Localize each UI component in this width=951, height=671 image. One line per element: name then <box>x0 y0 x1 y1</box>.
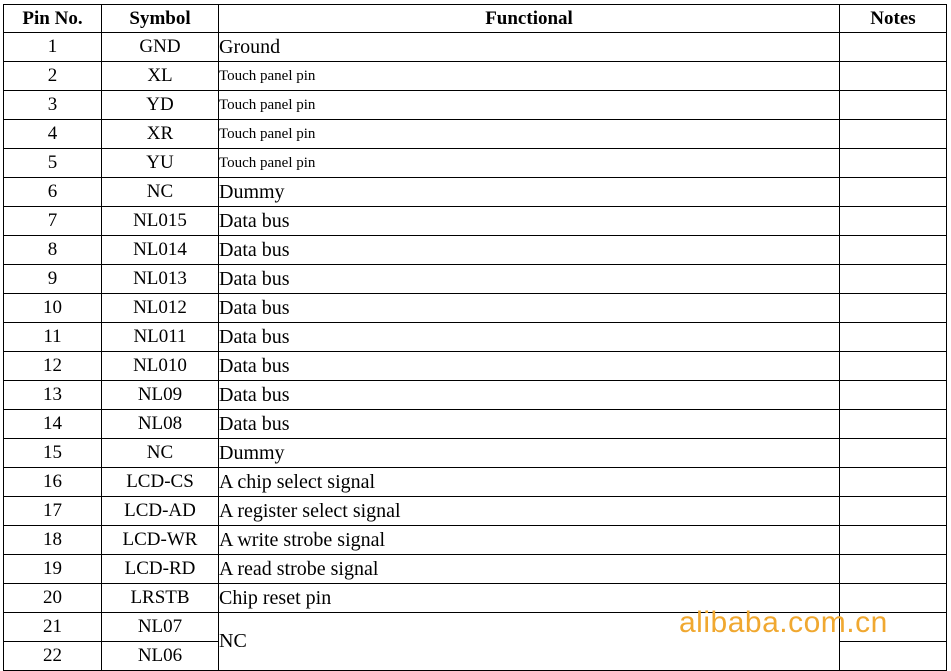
notes-cell <box>840 265 947 294</box>
symbol-cell: NL013 <box>102 265 219 294</box>
symbol-cell: YU <box>102 149 219 178</box>
pin-number-cell: 19 <box>4 555 102 584</box>
table-row <box>4 149 947 178</box>
symbol-cell: NL010 <box>102 352 219 381</box>
table-row <box>4 497 947 526</box>
table-row <box>4 62 947 91</box>
pin-number-cell: 12 <box>4 352 102 381</box>
notes-cell <box>840 468 947 497</box>
pin-table-container <box>3 4 947 671</box>
functional-cell: Data bus <box>219 294 840 323</box>
pin-number-cell: 9 <box>4 265 102 294</box>
symbol-cell: NL015 <box>102 207 219 236</box>
pin-number-cell: 7 <box>4 207 102 236</box>
symbol-cell: LRSTB <box>102 584 219 613</box>
header-functional: Functional <box>219 5 840 33</box>
symbol-cell: NL07 <box>102 613 219 642</box>
notes-cell <box>840 439 947 468</box>
pin-number-cell: 10 <box>4 294 102 323</box>
notes-cell <box>840 207 947 236</box>
functional-cell: Ground <box>219 33 840 62</box>
pin-number-cell: 13 <box>4 381 102 410</box>
notes-cell <box>840 91 947 120</box>
functional-cell: Chip reset pin <box>219 584 840 613</box>
pin-number-cell: 3 <box>4 91 102 120</box>
notes-cell <box>840 381 947 410</box>
table-row <box>4 33 947 62</box>
notes-cell <box>840 410 947 439</box>
symbol-cell: LCD-WR <box>102 526 219 555</box>
header-symbol: Symbol <box>102 5 219 33</box>
functional-cell: Touch panel pin <box>219 91 840 120</box>
symbol-cell: NL012 <box>102 294 219 323</box>
pin-number-cell: 11 <box>4 323 102 352</box>
symbol-cell: NL08 <box>102 410 219 439</box>
pin-number-cell: 4 <box>4 120 102 149</box>
notes-cell <box>840 62 947 91</box>
pin-number-cell: 22 <box>4 642 102 671</box>
pin-number-cell: 21 <box>4 613 102 642</box>
pin-number-cell: 5 <box>4 149 102 178</box>
symbol-cell: NC <box>102 439 219 468</box>
notes-cell <box>840 149 947 178</box>
table-row <box>4 352 947 381</box>
symbol-cell: XL <box>102 62 219 91</box>
functional-cell: A read strobe signal <box>219 555 840 584</box>
symbol-cell: GND <box>102 33 219 62</box>
pin-number-cell: 14 <box>4 410 102 439</box>
table-row <box>4 265 947 294</box>
functional-cell: Data bus <box>219 381 840 410</box>
notes-cell <box>840 323 947 352</box>
pin-number-cell: 15 <box>4 439 102 468</box>
table-row <box>4 323 947 352</box>
functional-cell: Data bus <box>219 410 840 439</box>
notes-cell <box>840 642 947 671</box>
symbol-cell: LCD-CS <box>102 468 219 497</box>
table-row <box>4 294 947 323</box>
table-row <box>4 207 947 236</box>
functional-cell: A write strobe signal <box>219 526 840 555</box>
table-row <box>4 236 947 265</box>
pin-number-cell: 20 <box>4 584 102 613</box>
header-notes: Notes <box>840 5 947 33</box>
pin-number-cell: 16 <box>4 468 102 497</box>
functional-cell: Data bus <box>219 207 840 236</box>
symbol-cell: NL011 <box>102 323 219 352</box>
table-row <box>4 439 947 468</box>
notes-cell <box>840 555 947 584</box>
functional-cell: Touch panel pin <box>219 120 840 149</box>
table-row <box>4 91 947 120</box>
functional-cell: Touch panel pin <box>219 62 840 91</box>
notes-cell <box>840 236 947 265</box>
functional-cell: Dummy <box>219 178 840 207</box>
symbol-cell: LCD-RD <box>102 555 219 584</box>
table-row <box>4 468 947 497</box>
functional-cell: A chip select signal <box>219 468 840 497</box>
pin-number-cell: 2 <box>4 62 102 91</box>
symbol-cell: NC <box>102 178 219 207</box>
functional-cell: Data bus <box>219 323 840 352</box>
pin-number-cell: 1 <box>4 33 102 62</box>
functional-cell: NC <box>219 613 840 671</box>
symbol-cell: XR <box>102 120 219 149</box>
functional-cell: Touch panel pin <box>219 149 840 178</box>
functional-cell: Data bus <box>219 352 840 381</box>
notes-cell <box>840 526 947 555</box>
functional-cell: Data bus <box>219 236 840 265</box>
functional-cell: A register select signal <box>219 497 840 526</box>
symbol-cell: NL014 <box>102 236 219 265</box>
pin-number-cell: 8 <box>4 236 102 265</box>
header-pin-no: Pin No. <box>4 5 102 33</box>
functional-cell: Data bus <box>219 265 840 294</box>
table-header-row <box>4 5 947 33</box>
notes-cell <box>840 352 947 381</box>
notes-cell <box>840 497 947 526</box>
table-body <box>4 33 947 671</box>
table-row <box>4 178 947 207</box>
pin-number-cell: 6 <box>4 178 102 207</box>
symbol-cell: YD <box>102 91 219 120</box>
symbol-cell: NL06 <box>102 642 219 671</box>
symbol-cell: LCD-AD <box>102 497 219 526</box>
pin-definition-table <box>3 4 947 671</box>
table-row <box>4 526 947 555</box>
notes-cell <box>840 178 947 207</box>
table-row <box>4 410 947 439</box>
table-row <box>4 120 947 149</box>
symbol-cell: NL09 <box>102 381 219 410</box>
pin-number-cell: 17 <box>4 497 102 526</box>
pin-number-cell: 18 <box>4 526 102 555</box>
table-row <box>4 381 947 410</box>
alibaba-watermark: alibaba.com.cn <box>679 606 888 639</box>
notes-cell <box>840 294 947 323</box>
notes-cell <box>840 33 947 62</box>
notes-cell <box>840 120 947 149</box>
functional-cell: Dummy <box>219 439 840 468</box>
table-row <box>4 555 947 584</box>
